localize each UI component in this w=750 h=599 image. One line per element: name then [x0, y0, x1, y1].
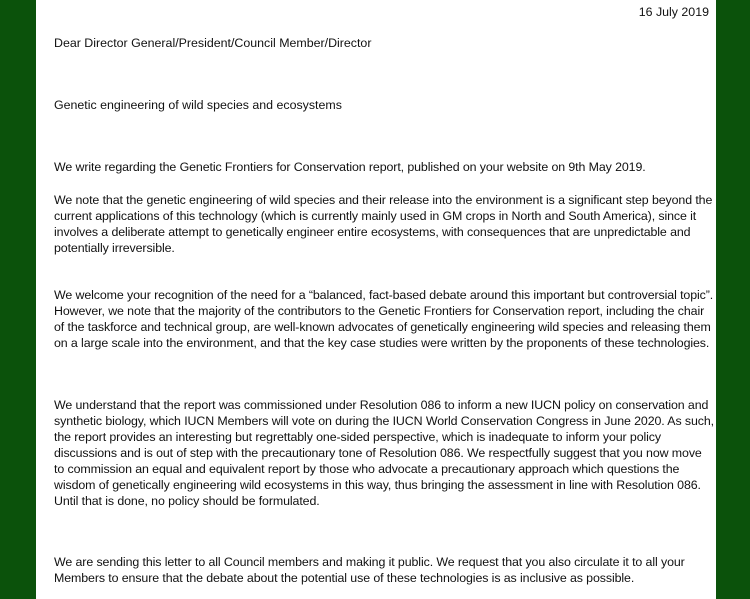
paragraph-circulation: We are sending this letter to all Council members and making it public. We request that you also circulate it to all your Members to ensure that the debate about the potential use of these technologies is as inclusive as possible.: [54, 555, 685, 585]
salutation: Dear Director General/President/Council Member/Director: [54, 36, 372, 50]
paragraph-significance: We note that the genetic engineering of wild species and their release into the environment is a significant step beyond the current applications of this technology (which is currently mainly used in GM crops in North and South America), since it involves a deliberate attempt to genetically engineer entire ecosystems, with consequences that are unpredictable and potentially irreversible.: [54, 193, 713, 255]
subject-line: Genetic engineering of wild species and ecosystems: [54, 98, 342, 112]
paragraph-intro: We write regarding the Genetic Frontiers for Conservation report, published on your website on 9th May 2019.: [54, 160, 646, 174]
letter-date: 16 July 2019: [638, 5, 709, 19]
paragraph-resolution: We understand that the report was commissioned under Resolution 086 to inform a new IUCN policy on conservation and synthetic biology, which IUCN Members will vote on during the IUCN World Conservation Congress in June 2020. As such, the report provides an interesting but regrettably one-sided perspective, which is inadequate to inform your policy discussions and is out of step with the precautionary tone of Resolution 086. We respectfully suggest that you now move to commission an equal and equivalent report by those who advocate a precautionary approach which questions the wisdom of genetically engineering wild ecosystems in this way, thus bringing the assessment in line with Resolution 086. Until that is done, no policy should be formulated.: [54, 398, 714, 508]
paragraph-contributors: We welcome your recognition of the need for a “balanced, fact-based debate around this important but controversial topic”. However, we note that the majority of the contributors to the Genetic Frontiers for Conservation report, including the chair of the taskforce and technical group, are well-known advocates of genetically engineering wild species and releasing them on a large scale into the environment, and that the key case studies were written by the proponents of these technologies.: [54, 288, 714, 350]
letter-page: [36, 0, 716, 599]
